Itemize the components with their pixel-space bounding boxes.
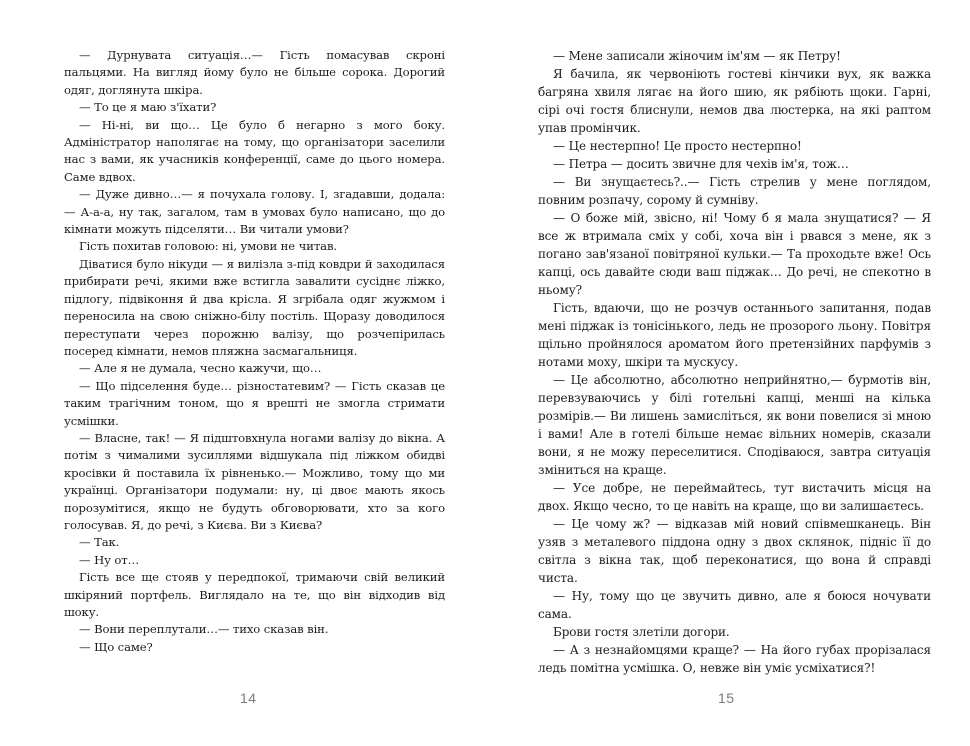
paragraph: Гість, вдаючи, що не розчув останнього запитання, подав мені піджак із тонісінького, ледь не прозорого льону. Повітря щільно пройнялося ароматом його претензійних парфумів з нотами моху, шкіри та мускусу. xyxy=(538,301,931,369)
paragraph: — Що саме? xyxy=(79,639,153,654)
paragraph: — А з незнайомцями краще? — На його губах прорізалася ледь помітна усмішка. О, невже він уміє усміхатися?! xyxy=(538,643,931,675)
paragraph: — Ну, тому що це звучить дивно, але я боюся ночувати сама. xyxy=(538,589,931,621)
paragraph: — Ви знущаєтесь?..— Гість стрелив у мене поглядом, повним розпачу, сорому й сумніву. xyxy=(538,175,931,207)
paragraph: — О боже мій, звісно, ні! Чому б я мала знущатися? — Я все ж втримала сміх у собі, хоча він і рвався з мене, як з погано зав'язаної повітряної кульки.— Та проходьте вже! Ось капці, ось давайте сюди ваш піджак… До речі, не спекотно в ньому? xyxy=(538,211,931,297)
paragraph: Діватися було нікуди — я вилізла з-під ковдри й заходилася прибирати речі, якими вже встигла завалити сусіднє ліжко, підлогу, підвіконня й два крісла. Я згрібала одяг жужмом і переносила на свою сніжно-білу постіль. Щоразу доводилося переступати через порожню валізу, що розчепірилась посеред кімнати, немов пляжна засмагальниця. xyxy=(64,256,445,358)
paragraph: — Так. xyxy=(79,535,120,550)
paragraph: Я бачила, як червоніють гостеві кінчики вух, як важка багряна хвиля лягає на його шию, як рябіють щоки. Гарні, сірі очі гостя блиснули, немов два люстерка, на які раптом упав промінчик. xyxy=(538,67,931,135)
paragraph: Гість похитав головою: ні, умови не читав. xyxy=(79,239,337,254)
paragraph: — Усе добре, не переймайтесь, тут вистачить місця на двох. Якщо чесно, то це навіть на краще, що ви залишаєтесь. xyxy=(538,481,931,513)
paragraph: — Ні-ні, ви що… Це було б негарно з мого боку. Адміністратор наполягає на тому, що організатори заселили нас з вами, як учасників конференції, саме до цього номера. Саме вдвох. xyxy=(64,117,445,184)
paragraph: — То це я маю з'їхати? xyxy=(79,100,217,115)
paragraph: — Це чому ж? — відказав мій новий співмешканець. Він узяв з металевого піддона одну з двох склянок, підніс її до світла з вікна так, щоб переконатися, що вона й справді чиста. xyxy=(538,517,931,585)
paragraph: — Власне, так! — Я підштовхнула ногами валізу до вікна. А потім з чималими зусиллями відшукала під ліжком обидві кросівки й поставила їх рівненько.— Можливо, тому що ми українці. Організатори подумали: ну, ці двоє мають якось порозумітися, якщо не будуть обговорювати, хто за кого голосував. Я, до речі, з Києва. Ви з Києва? xyxy=(64,430,445,532)
right-page-text xyxy=(538,47,931,677)
paragraph: — Ну от… xyxy=(79,552,140,567)
paragraph: — Що підселення буде… різностатевим? — Гість сказав це таким трагічним тоном, що я врешті не змогла стримати усмішки. xyxy=(64,378,445,428)
paragraph: — Мене записали жіночим ім'ям — як Петру! xyxy=(553,49,841,63)
page-number: 15 xyxy=(718,690,735,706)
paragraph: — Петра — досить звичне для чехів ім'я, тож… xyxy=(553,157,849,171)
paragraph: — Це абсолютно, абсолютно неприйнятно,— бурмотів він, перевзуваючись у білі готельні капці, менші на кілька розмірів.— Ви лишень замисліться, як вони повелися зі мною і вами! Але в готелі більше немає вільних номерів, сказали вони, я не можу переселитися. Сподіваюся, завтра ситуація зміниться на краще. xyxy=(538,373,931,477)
paragraph: — Вони переплутали…— тихо сказав він. xyxy=(79,622,329,637)
paragraph: — Дурнувата ситуація…— Гість помасував скроні пальцями. На вигляд йому було не більше сорока. Дорогий одяг, доглянута шкіра. xyxy=(64,48,445,97)
paragraph: — Дуже дивно…— я почухала голову. І, згадавши, додала: — А-а-а, ну так, загалом, там в умовах було написано, що до кімнати можуть підселяти… Ви читали умови? xyxy=(64,187,445,237)
page-number: 14 xyxy=(240,690,257,706)
paragraph: — Але я не думала, чесно кажучи, що… xyxy=(79,361,322,376)
paragraph: Гість все ще стояв у передпокої, тримаючи свій великий шкіряний портфель. Виглядало на те, що він відходив від шоку. xyxy=(64,570,445,619)
right-page xyxy=(485,0,970,746)
paragraph: Брови гостя злетіли догори. xyxy=(553,625,730,639)
left-page-text xyxy=(64,47,445,656)
paragraph: — Це нестерпно! Це просто нестерпно! xyxy=(553,139,802,153)
